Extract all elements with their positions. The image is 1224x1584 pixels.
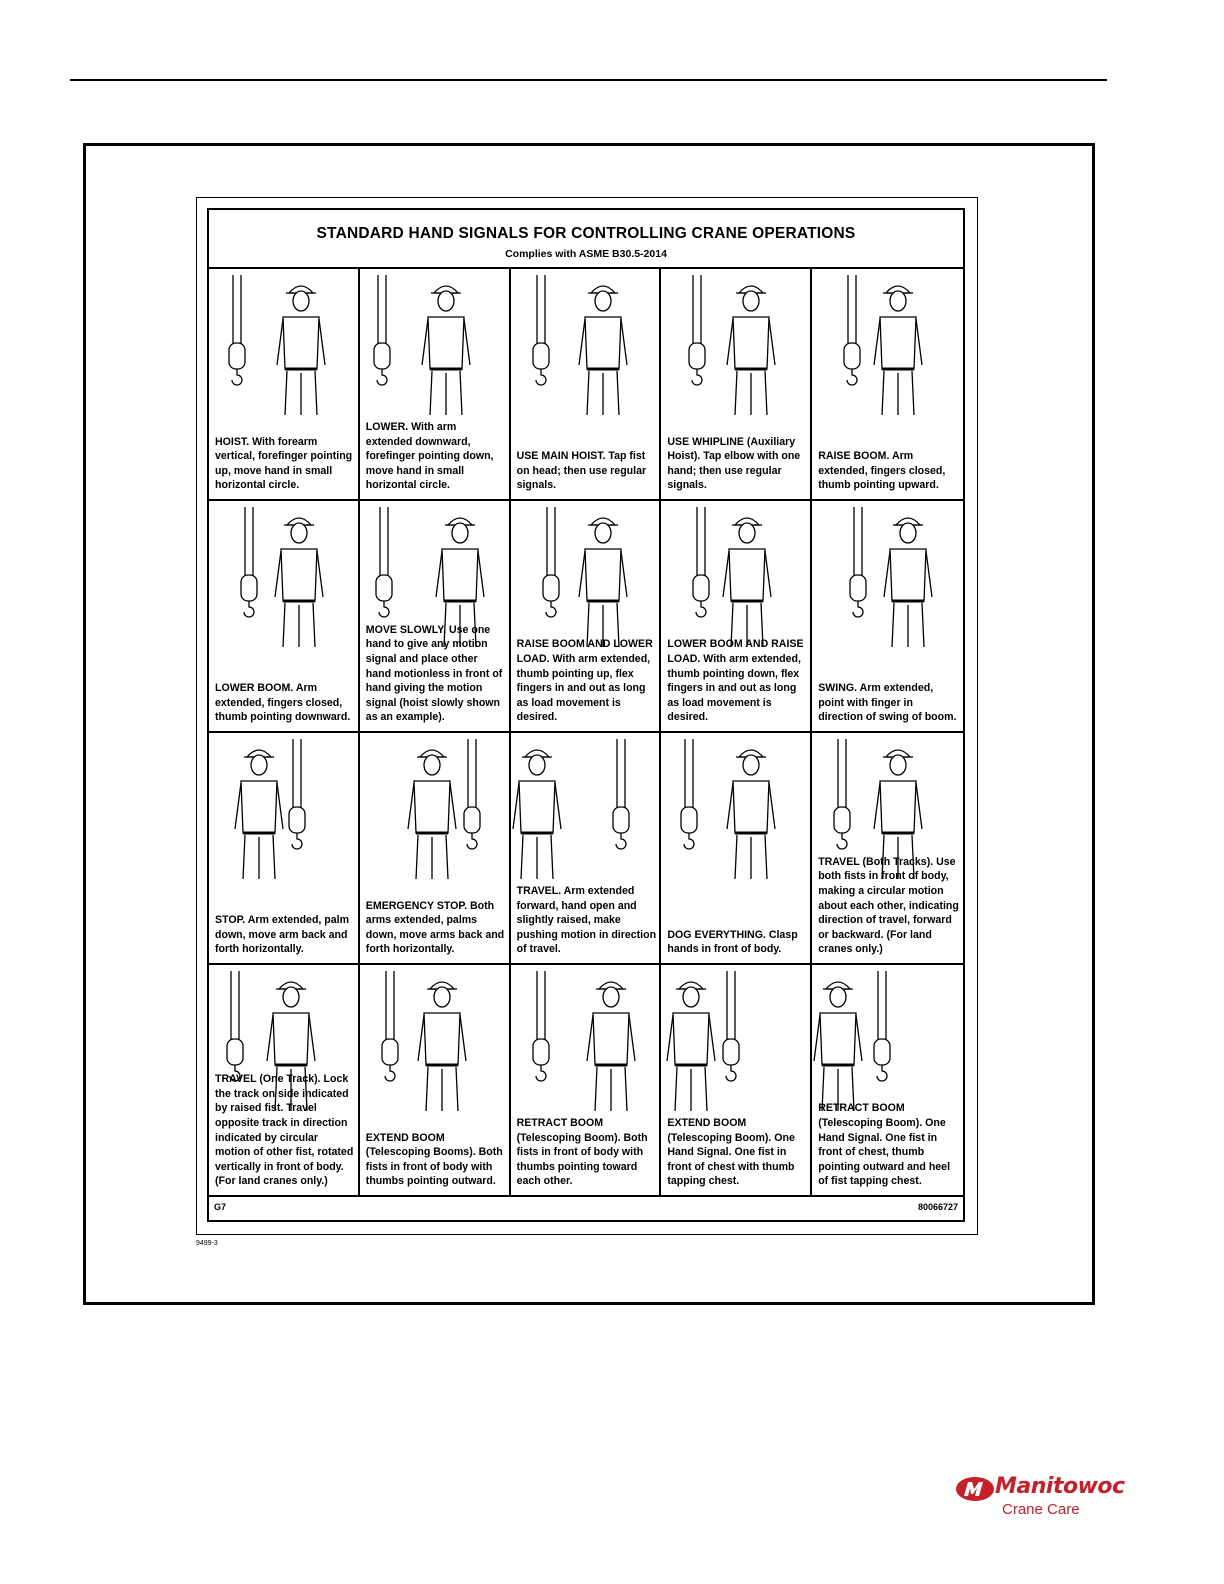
signalman-figure-icon: [277, 286, 325, 415]
signalman-figure-icon: [874, 286, 922, 415]
hook-block-icon: [289, 739, 305, 849]
signal-caption: EXTEND BOOM (Telescoping Booms). Both fists in front of body with thumbs pointing outward.: [365, 1131, 503, 1188]
signal-caption: RAISE BOOM. Arm extended, fingers closed, thumb pointing upward.: [818, 450, 946, 492]
signalman-figure-icon: [587, 982, 635, 1111]
signal-cell: [511, 733, 662, 965]
signal-caption: SWING. Arm extended, point with finger in direction of swing of boom.: [818, 682, 957, 724]
signal-cell: [209, 965, 360, 1197]
signal-illustration: [661, 965, 811, 1115]
signal-cell: [511, 965, 662, 1197]
signalman-figure-icon: [814, 982, 862, 1111]
hook-block-icon: [723, 971, 739, 1081]
signal-cell: [812, 733, 963, 965]
signal-illustration: [511, 501, 661, 651]
hook-block-icon: [533, 275, 549, 385]
poster-part-number: 80066727: [917, 1202, 958, 1212]
signalman-figure-icon: [422, 286, 470, 415]
hook-block-icon: [689, 275, 705, 385]
signal-caption: RETRACT BOOM (Telescoping Boom). One Hand Signal. One fist in front of chest, thumb pointing outward and heel of fist tapping chest.: [818, 1102, 951, 1188]
signal-cell: [661, 501, 812, 733]
signalman-figure-icon: [275, 518, 323, 647]
hook-block-icon: [229, 275, 245, 385]
signalman-figure-icon: [727, 750, 775, 879]
signal-illustration: [812, 965, 962, 1115]
hook-block-icon: [376, 507, 392, 617]
signal-cell: [360, 501, 511, 733]
signal-caption: USE MAIN HOIST. Tap fist on head; then use regular signals.: [516, 450, 647, 492]
hook-block-icon: [693, 507, 709, 617]
poster-subtitle: Complies with ASME B30.5-2014: [505, 248, 667, 260]
manitowoc-logo: [955, 1474, 1125, 1524]
hook-block-icon: [241, 507, 257, 617]
signal-caption: EMERGENCY STOP. Both arms extended, palms down, move arms back and forth horizontally.: [365, 899, 505, 956]
signal-cell: [209, 269, 360, 501]
signal-cell: [661, 269, 812, 501]
signalman-figure-icon: [579, 518, 627, 647]
hand-signals-poster: [196, 197, 978, 1235]
poster-header: [209, 210, 963, 269]
signal-cell: [661, 733, 812, 965]
signal-caption: TRAVEL (Both Tracks). Use both fists in front of body, making a circular motion about each other, indicating direction of travel, forward or backward. (For land cranes only.): [818, 855, 959, 956]
signal-caption: TRAVEL. Arm extended forward, hand open and slightly raised, make pushing motion in direction of travel.: [516, 885, 657, 956]
hook-block-icon: [533, 971, 549, 1081]
signal-caption: HOIST. With forearm vertical, forefinger pointing up, move hand in small horizontal circle.: [215, 435, 353, 492]
signal-cell: [511, 269, 662, 501]
hook-block-icon: [613, 739, 629, 849]
signal-illustration: [209, 733, 359, 883]
hook-block-icon: [681, 739, 697, 849]
signal-caption: STOP. Arm extended, palm down, move arm back and forth horizontally.: [215, 914, 350, 956]
signal-caption: EXTEND BOOM (Telescoping Boom). One Hand Signal. One fist in front of chest with thumb tapping chest.: [667, 1117, 795, 1188]
signal-grid: [209, 269, 963, 1197]
signalman-figure-icon: [884, 518, 932, 647]
signal-cell: [812, 501, 963, 733]
signal-cell: [209, 501, 360, 733]
signal-illustration: [360, 965, 510, 1115]
signal-caption: MOVE SLOWLY. Use one hand to give any motion signal and place other hand motionless in front of hand giving the motion signal (hoist slowly shown as an example).: [365, 623, 503, 724]
hook-block-icon: [227, 971, 243, 1081]
signal-illustration: [812, 501, 962, 651]
hook-block-icon: [874, 971, 890, 1081]
signal-caption: LOWER BOOM AND RAISE LOAD. With arm extended, thumb pointing down, flex fingers in and out as long as load movement is desired.: [667, 638, 804, 724]
signal-caption: DOG EVERYTHING. Clasp hands in front of body.: [667, 928, 798, 956]
signalman-figure-icon: [667, 982, 715, 1111]
signal-illustration: [209, 269, 359, 419]
signal-caption: RETRACT BOOM (Telescoping Boom). Both fists in front of body with thumbs pointing toward each other.: [516, 1117, 648, 1188]
page-header-rule: [70, 79, 1107, 81]
signal-caption: USE WHIPLINE (Auxiliary Hoist). Tap elbow with one hand; then use regular signals.: [667, 435, 801, 492]
poster-inner-border: [207, 208, 965, 1222]
poster-footer: [209, 1193, 963, 1220]
signal-illustration: [360, 269, 510, 419]
signal-illustration: [209, 501, 359, 651]
signalman-figure-icon: [408, 750, 456, 879]
signalman-figure-icon: [723, 518, 771, 647]
signal-illustration: [511, 269, 661, 419]
signalman-figure-icon: [513, 750, 561, 879]
poster-code-left: G7: [214, 1202, 227, 1212]
hook-block-icon: [543, 507, 559, 617]
signal-illustration: [661, 501, 811, 651]
signal-cell: [360, 965, 511, 1197]
signal-illustration: [661, 269, 811, 419]
signal-illustration: [661, 733, 811, 883]
signal-caption: TRAVEL (One Track). Lock the track on side indicated by raised fist. Travel opposite track in direction indicated by circular motion of other fist, rotated vertically in front of body. (For land cranes only.): [215, 1073, 354, 1188]
hook-block-icon: [464, 739, 480, 849]
hook-block-icon: [850, 507, 866, 617]
logo-brand-text: Manitowoc: [995, 1474, 1125, 1499]
signal-caption: LOWER BOOM. Arm extended, fingers closed, thumb pointing downward.: [215, 682, 351, 724]
signal-cell: [209, 733, 360, 965]
signal-illustration: [511, 965, 661, 1115]
signal-caption: LOWER. With arm extended downward, forefinger pointing down, move hand in small horizontal circle.: [365, 421, 494, 492]
signalman-figure-icon: [418, 982, 466, 1111]
signalman-figure-icon: [579, 286, 627, 415]
figure-code: 9499-3: [196, 1240, 218, 1247]
signal-illustration: [511, 733, 661, 883]
hook-block-icon: [382, 971, 398, 1081]
signalman-figure-icon: [727, 286, 775, 415]
hook-block-icon: [374, 275, 390, 385]
signal-cell: [812, 269, 963, 501]
signal-cell: [360, 733, 511, 965]
hook-block-icon: [844, 275, 860, 385]
signal-caption: RAISE BOOM AND LOWER LOAD. With arm extended, thumb pointing up, flex fingers in and out as long as load movement is desired.: [516, 638, 653, 724]
signal-illustration: [360, 733, 510, 883]
manitowoc-m-logo-icon: [955, 1476, 995, 1502]
signalman-figure-icon: [235, 750, 283, 879]
logo-sub-text: Crane Care: [1002, 1501, 1080, 1518]
signal-cell: [812, 965, 963, 1197]
signal-cell: [511, 501, 662, 733]
signal-cell: [661, 965, 812, 1197]
poster-title: STANDARD HAND SIGNALS FOR CONTROLLING CRANE OPERATIONS: [316, 225, 856, 242]
signal-cell: [360, 269, 511, 501]
signal-illustration: [812, 269, 962, 419]
hook-block-icon: [834, 739, 850, 849]
